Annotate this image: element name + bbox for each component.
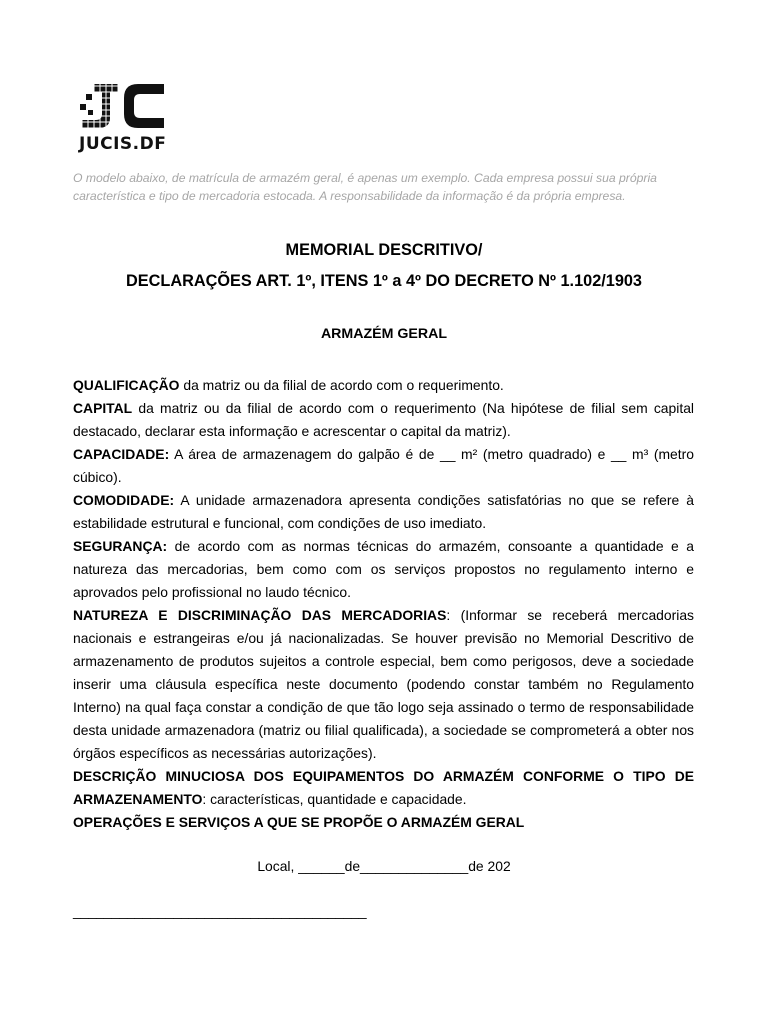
document-title-line1: MEMORIAL DESCRITIVO/ xyxy=(285,241,483,259)
disclaimer-text: O modelo abaixo, de matrícula de armazém geral, é apenas um exemplo. Cada empresa possui sua própria característica e tipo de mercadoria estocada. A responsabilidade da informação é da própria empresa. xyxy=(73,171,657,203)
section-label: NATUREZA E DISCRIMINAÇÃO DAS MERCADORIAS xyxy=(73,607,447,623)
section-capacidade xyxy=(73,443,694,489)
section-text: A área de armazenagem do galpão é de __ m² (metro quadrado) e __ m³ (metro cúbico). xyxy=(73,446,694,485)
section-text: : características, quantidade e capacidade. xyxy=(202,791,467,807)
section-text: : (Informar se receberá mercadorias nacionais e estrangeiras e/ou já nacionalizadas. Se houver previsão no Memorial Descritivo de armazenamento de produtos sujeitos a controle especial, bem como perigosos, deve a sociedade inserir uma cláusula específica neste documento (podendo constar também no Regulamento Interno) na qual faça constar a condição de que tão logo seja assinado o termo de responsabilidade desta unidade armazenadora (matriz ou filial qualificada), a sociedade se comprometerá a obter nos órgãos específicos as necessárias autorizações). xyxy=(73,607,695,761)
local-date-line: Local, ______de______________de 202 xyxy=(257,858,511,874)
section-text: de acordo com as normas técnicas do armazém, consoante a quantidade e a natureza das mercadorias, bem como com os serviços propostos no regulamento interno e aprovados pelo profissional no laudo técnico. xyxy=(73,538,694,600)
section-label: CAPITAL xyxy=(73,400,133,416)
logo-text: JUCIS.DF xyxy=(79,134,167,154)
document-title-line2: DECLARAÇÕES ART. 1º, ITENS 1º a 4º DO DECRETO Nº 1.102/1903 xyxy=(126,272,642,290)
section-comodidade xyxy=(73,489,694,535)
jucis-logo xyxy=(76,80,168,154)
section-label: COMODIDADE: xyxy=(73,492,175,508)
section-text: da matriz ou da filial de acordo com o requerimento (Na hipótese de filial sem capital destacado, declarar esta informação e acrescentar o capital da matriz). xyxy=(73,400,694,439)
section-label: DESCRIÇÃO MINUCIOSA DOS EQUIPAMENTOS DO ARMAZÉM CONFORME O TIPO DE ARMAZENAMENTO xyxy=(73,768,694,807)
section-text: da matriz ou da filial de acordo com o requerimento. xyxy=(179,377,504,393)
section-label: SEGURANÇA: xyxy=(73,538,168,554)
section-qualificacao xyxy=(73,374,694,397)
section-operacoes xyxy=(73,811,694,834)
document-subtitle: ARMAZÉM GERAL xyxy=(320,326,448,342)
signature-line: ______________________________________ xyxy=(73,903,367,919)
section-label: CAPACIDADE: xyxy=(73,446,170,462)
section-capital xyxy=(73,397,694,443)
section-label: OPERAÇÕES E SERVIÇOS A QUE SE PROPÕE O ARMAZÉM GERAL xyxy=(73,814,525,830)
section-seguranca xyxy=(73,535,694,604)
section-label: QUALIFICAÇÃO xyxy=(73,377,180,393)
section-natureza xyxy=(73,604,694,765)
section-descricao xyxy=(73,765,694,811)
section-text: A unidade armazenadora apresenta condições satisfatórias no que se refere à estabilidade estrutural e funcional, com condições de uso imediato. xyxy=(73,492,694,531)
document-body xyxy=(73,374,694,834)
jc-logo-icon xyxy=(76,80,168,132)
